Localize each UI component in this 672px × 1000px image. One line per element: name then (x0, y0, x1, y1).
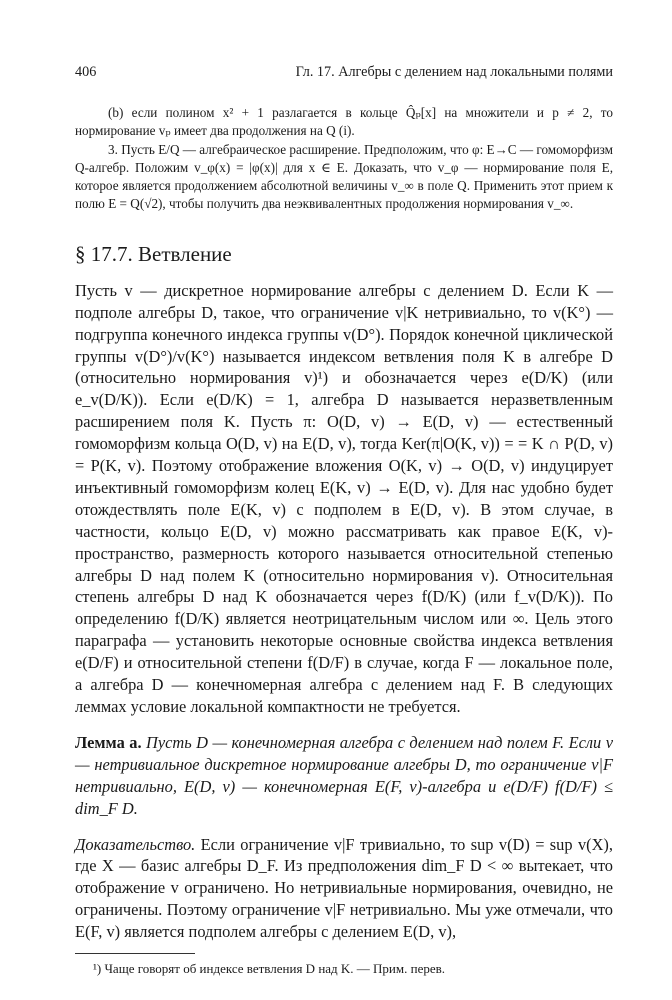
paragraph: Пусть v — дискретное нормирование алгебры с делением D. Если K — подполе алгебры D, такое, что ограничение v|K нетривиально, то v(K°) — подгруппа конечного индекса группы v(D°). Порядок конечной циклической группы v(D°)/v(K°) называется индексом ветвления поля K в алгебре D (относительно нормирования v)¹) и обозначается через e(D/K) (или e_v(D/K)). Если e(D/K) = 1, алгебра D называется неразветвленным расширением поля K. Пусть π: O(D, v) → E(D, v) — естественный гомоморфизм кольца O(D, v) на E(D, v), тогда Ker(π|O(K, v)) = = K ∩ P(D, v) = P(K, v). Поэтому отображение вложения O(K, v) → O(D, v) индуцирует инъективный гомоморфизм колец E(K, v) → E(D, v). Для нас удобно будет отождествлять поле E(K, v) с подполем в E(D, v). В этом случае, в частности, кольцо E(D, v) можно рассматривать как правое E(K, v)-пространство, размерность которого называется относительной степенью алгебры D над полем K (относительно нормирования v). Относительная степень алгебры D над K обозначается через f(D/K) (или f_v(D/K)). По определению f(D/K) является неотрицательным числом или ∞. Цель этого параграфа — установить некоторые основные свойства индекса ветвления e(D/F) и относительной степени f(D/F) в случае, когда F — локальное поле, а алгебра D — конечномерная алгебра с делением над F. В следующих леммах условие локальной компактности не требуется. (75, 280, 613, 716)
main-text (75, 280, 613, 943)
lemma-label: Лемма а. (75, 732, 142, 752)
exercise-item: 3. Пусть E/Q — алгебраическое расширение. Предположим, что φ: E→C — гомоморфизм Q-алгебр. Положим v_φ(x) = |φ(x)| для x ∈ E. Доказать, что v_φ — нормирование поля E, которое является продолжением абсолютной величины v_∞ в поле Q. Применить этот прием к полю E = Q(√2), чтобы получить два неэквивалентных продолжения нормирования v_∞. (75, 141, 613, 212)
proof-text: Если ограничение v|F тривиально, то sup v(D) = sup v(X), где X — базис алгебры D_F. Из предположения dim_F D < ∞ вытекает, что отображение v ограничено. Но нетривиальные нормирования, очевидно, не ограничены. Поэтому ограничение v|F нетривиально. Мы уже отмечали, что E(F, v) является подполем алгебры с делением E(D, v), (75, 834, 613, 942)
footnote: ¹) Чаще говорят об индексе ветвления D над K. — Прим. перев. (93, 961, 446, 977)
exercise-item: (b) если полином x² + 1 разлагается в кольце Q̂ₚ[x] на множители и p ≠ 2, то нормирование vₚ имеет два продолжения на Q (i). (75, 105, 613, 139)
running-title: Гл. 17. Алгебры с делением над локальными полями (295, 64, 613, 80)
lemma-text: Пусть D — конечномерная алгебра с делением над полем F. Если v — нетривиальное дискретное нормирование алгебры D, то ограничение v|F нетривиально, E(D, v) — конечномерная E(F, v)-алгебра и e(D/F) f(D/F) ≤ dim_F D. (75, 732, 613, 818)
proof-label: Доказательство. (75, 834, 196, 854)
page-number: 406 (75, 64, 97, 80)
book-page (75, 62, 613, 977)
proof (75, 834, 613, 944)
page-header (75, 62, 613, 82)
exercises-block (75, 104, 613, 214)
lemma (75, 732, 613, 820)
section-title: § 17.7. Ветвление (75, 241, 232, 266)
footnote-divider (75, 953, 195, 954)
